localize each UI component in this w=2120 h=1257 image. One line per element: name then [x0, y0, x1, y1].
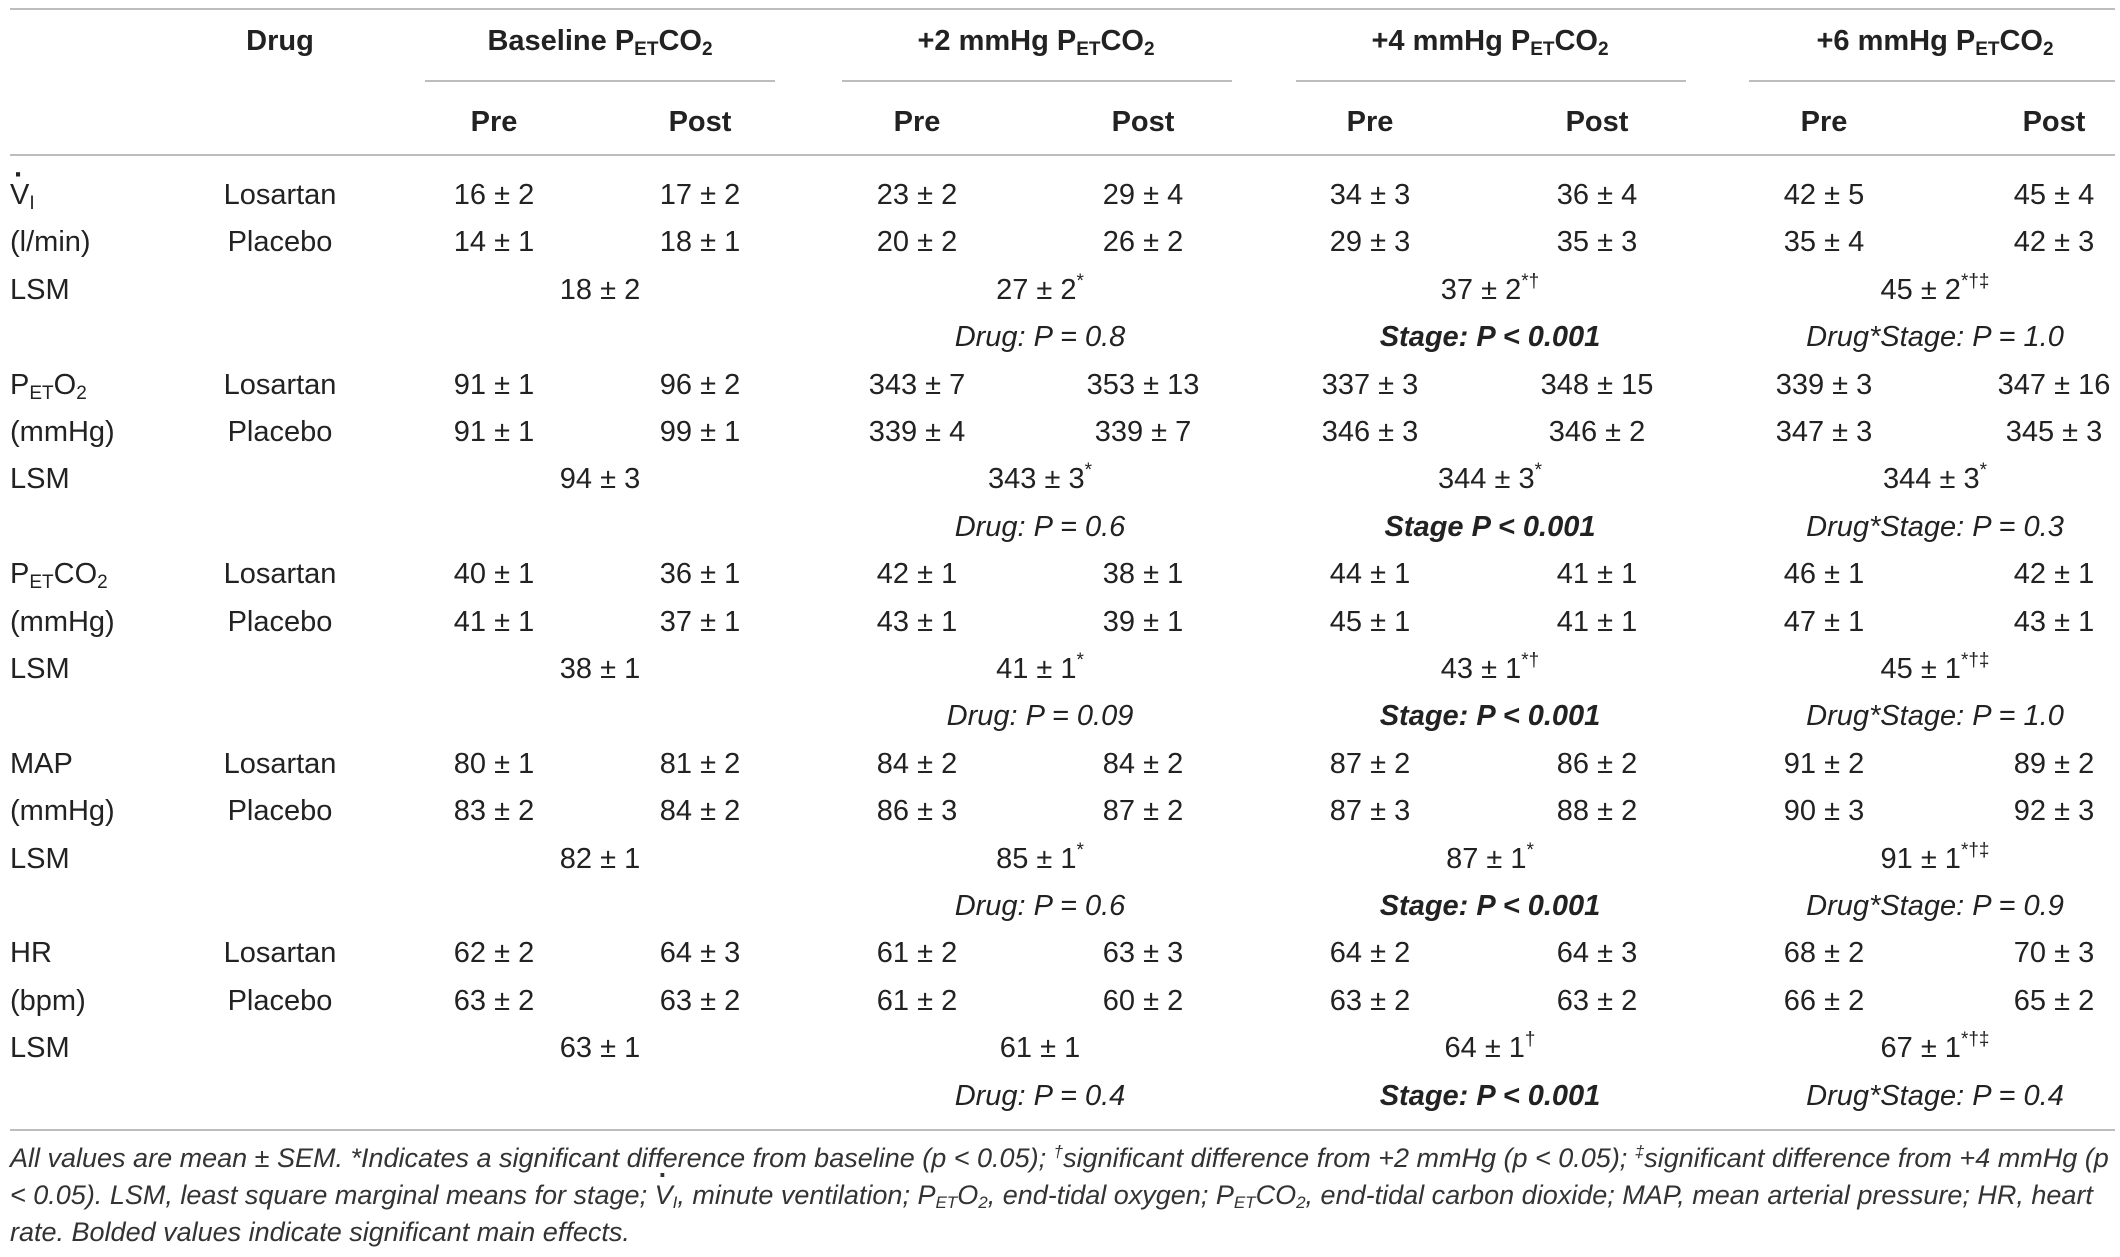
- lsm-label: LSM: [10, 1032, 70, 1064]
- variable-symbol: O: [53, 369, 77, 401]
- significance-mark: *: [1084, 460, 1092, 481]
- variable-label-vi: [10, 178, 35, 212]
- stage-underline-6: [1749, 80, 2115, 82]
- unit-label-map: (mmHg): [10, 795, 115, 827]
- value-cell: 42 ± 1: [2013, 558, 2095, 590]
- value-cell: 87 ± 2: [1102, 795, 1184, 827]
- value-cell: 339 ± 7: [1094, 416, 1192, 448]
- footnote-text: , end-tidal carbon dioxide; MAP, mean arterial pressure; HR, heart rate. Bolded values indicate significant main effects.: [10, 1180, 2093, 1247]
- value-cell: 89 ± 2: [2013, 748, 2095, 780]
- value-cell: 38 ± 1: [1102, 558, 1184, 590]
- column-header-post: Post: [2022, 106, 2086, 138]
- value-cell: 36 ± 1: [659, 558, 741, 590]
- lsm-number: 61 ± 1: [999, 1032, 1081, 1064]
- value-cell: 339 ± 4: [868, 416, 966, 448]
- lsm-value: [988, 462, 1092, 496]
- vi-symbol: · V: [655, 1177, 673, 1214]
- value-cell: 353 ± 13: [1086, 369, 1200, 401]
- stage-label: +4 mmHg P: [1371, 25, 1531, 57]
- column-header-pre: Pre: [470, 106, 518, 138]
- value-cell: 64 ± 3: [1556, 937, 1638, 969]
- value-cell: 40 ± 1: [453, 558, 535, 590]
- value-cell: 46 ± 1: [1783, 558, 1865, 590]
- drug-label: Losartan: [223, 369, 337, 401]
- column-header-stage: [1816, 24, 2053, 58]
- lsm-number: 94 ± 3: [559, 463, 641, 495]
- lsm-number: 344 ± 3: [1883, 463, 1980, 495]
- footnote-text: CO: [1255, 1180, 1297, 1210]
- variable-label-peto2: [10, 368, 87, 402]
- lsm-value: [996, 273, 1084, 307]
- variable-subscript: ET: [29, 383, 54, 404]
- column-header-pre: Pre: [1346, 106, 1394, 138]
- stage-label: CO: [1100, 25, 1144, 57]
- variable-label-petco2: [10, 557, 108, 591]
- value-cell: 29 ± 4: [1102, 179, 1184, 211]
- value-cell: 343 ± 7: [868, 369, 966, 401]
- stat-result: Drug: P = 0.6: [954, 890, 1126, 922]
- stat-result: Drug: P = 0.8: [954, 321, 1126, 353]
- value-cell: 64 ± 2: [1329, 937, 1411, 969]
- value-cell: 84 ± 2: [1102, 748, 1184, 780]
- variable-symbol: · V: [10, 178, 29, 212]
- value-cell: 84 ± 2: [876, 748, 958, 780]
- lsm-number: 38 ± 1: [559, 653, 641, 685]
- value-cell: 16 ± 2: [453, 179, 535, 211]
- value-cell: 347 ± 16: [1997, 369, 2111, 401]
- value-cell: 83 ± 2: [453, 795, 535, 827]
- unit-label-peto2: (mmHg): [10, 416, 115, 448]
- value-cell: 35 ± 3: [1556, 226, 1638, 258]
- significance-mark: *: [1526, 840, 1534, 861]
- value-cell: 18 ± 1: [659, 226, 741, 258]
- stat-result: Drug*Stage: P = 1.0: [1806, 321, 2064, 353]
- value-cell: 347 ± 3: [1775, 416, 1873, 448]
- value-cell: 65 ± 2: [2013, 985, 2095, 1017]
- lsm-number: 344 ± 3: [1438, 463, 1535, 495]
- significance-mark: *†‡: [1960, 650, 1990, 671]
- unit-label-vi: (l/min): [10, 226, 91, 258]
- footnote-text: , minute ventilation; P: [677, 1180, 936, 1210]
- stage-label: +6 mmHg P: [1816, 25, 1976, 57]
- lsm-value: [560, 652, 640, 686]
- lsm-value: [560, 842, 640, 876]
- variable-subscript: 2: [76, 383, 87, 404]
- stage-subscript: ET: [1530, 39, 1555, 60]
- column-header-pre: Pre: [893, 106, 941, 138]
- value-cell: 64 ± 3: [659, 937, 741, 969]
- value-cell: 42 ± 5: [1783, 179, 1865, 211]
- value-cell: 23 ± 2: [876, 179, 958, 211]
- value-cell: 35 ± 4: [1783, 226, 1865, 258]
- value-cell: 34 ± 3: [1329, 179, 1411, 211]
- stat-result: Stage: P < 0.001: [1379, 321, 1601, 353]
- value-cell: 39 ± 1: [1102, 606, 1184, 638]
- value-cell: 87 ± 2: [1329, 748, 1411, 780]
- lsm-number: 43 ± 1: [1440, 653, 1522, 685]
- lsm-label: LSM: [10, 653, 70, 685]
- value-cell: 63 ± 2: [453, 985, 535, 1017]
- footnote-text: O: [957, 1180, 979, 1210]
- significance-mark: *†‡: [1960, 1029, 1990, 1050]
- lsm-value: [1000, 1031, 1080, 1065]
- stat-result: Drug*Stage: P = 0.9: [1806, 890, 2064, 922]
- lsm-number: 18 ± 2: [559, 274, 641, 306]
- lsm-number: 45 ± 2: [1880, 274, 1961, 306]
- column-header-stage: [1371, 24, 1608, 58]
- significance-mark: *: [1534, 460, 1542, 481]
- vi-subscript: I: [672, 1193, 678, 1212]
- value-cell: 36 ± 4: [1556, 179, 1638, 211]
- variable-symbol: P: [10, 558, 30, 590]
- value-cell: 63 ± 2: [659, 985, 741, 1017]
- column-header-post: Post: [1565, 106, 1629, 138]
- lsm-number: 63 ± 1: [559, 1032, 641, 1064]
- lsm-number: 37 ± 2: [1440, 274, 1522, 306]
- value-cell: 91 ± 1: [453, 416, 535, 448]
- value-cell: 47 ± 1: [1783, 606, 1865, 638]
- value-cell: 45 ± 4: [2013, 179, 2095, 211]
- column-header-post: Post: [1111, 106, 1175, 138]
- value-cell: 66 ± 2: [1783, 985, 1865, 1017]
- value-cell: 63 ± 3: [1102, 937, 1184, 969]
- stage-subscript: 2: [2042, 39, 2054, 60]
- double-dagger-mark: ‡: [1634, 1142, 1645, 1161]
- column-header-pre: Pre: [1800, 106, 1848, 138]
- value-cell: 42 ± 3: [2013, 226, 2095, 258]
- lsm-value: [1883, 462, 1987, 496]
- variable-symbol: MAP: [10, 748, 73, 780]
- significance-mark: †: [1524, 1029, 1536, 1050]
- value-cell: 63 ± 2: [1329, 985, 1411, 1017]
- value-cell: 84 ± 2: [659, 795, 741, 827]
- value-cell: 337 ± 3: [1321, 369, 1419, 401]
- lsm-value: [1446, 842, 1534, 876]
- lsm-value: [1881, 273, 1990, 307]
- drug-label: Losartan: [223, 179, 337, 211]
- variable-subscript: 2: [97, 572, 108, 593]
- significance-mark: *†‡: [1960, 840, 1990, 861]
- value-cell: 61 ± 2: [876, 937, 958, 969]
- lsm-value: [1441, 273, 1539, 307]
- value-cell: 339 ± 3: [1775, 369, 1873, 401]
- lsm-value: [1438, 462, 1542, 496]
- lsm-value: [996, 652, 1084, 686]
- column-header-stage: [487, 24, 712, 58]
- lsm-number: 67 ± 1: [1880, 1032, 1961, 1064]
- drug-label: Losartan: [223, 748, 337, 780]
- two-subscript: 2: [1296, 1193, 1306, 1212]
- significance-mark: *†: [1521, 271, 1540, 292]
- lsm-value: [560, 1031, 640, 1065]
- lsm-value: [560, 462, 640, 496]
- variable-subscript: ET: [29, 572, 54, 593]
- header-rule: [10, 154, 2115, 156]
- value-cell: 41 ± 1: [1556, 606, 1638, 638]
- value-cell: 92 ± 3: [2013, 795, 2095, 827]
- value-cell: 14 ± 1: [453, 226, 535, 258]
- unit-label-petco2: (mmHg): [10, 606, 115, 638]
- value-cell: 43 ± 1: [876, 606, 958, 638]
- value-cell: 63 ± 2: [1556, 985, 1638, 1017]
- variable-symbol: P: [10, 369, 30, 401]
- value-cell: 90 ± 3: [1783, 795, 1865, 827]
- stage-underline-2: [842, 80, 1232, 82]
- variable-label-hr: [10, 936, 52, 970]
- value-cell: 96 ± 2: [659, 369, 741, 401]
- column-header-drug: Drug: [246, 25, 314, 57]
- stat-result: Drug: P = 0.4: [954, 1080, 1126, 1112]
- value-cell: 88 ± 2: [1556, 795, 1638, 827]
- value-cell: 37 ± 1: [659, 606, 741, 638]
- footnote-text: All values are mean ± SEM. *Indicates a significant difference from baseline (p < 0.05);: [10, 1143, 1054, 1173]
- lsm-value: [1881, 1031, 1990, 1065]
- column-header-stage: [917, 24, 1154, 58]
- lsm-number: 41 ± 1: [996, 653, 1077, 685]
- value-cell: 348 ± 15: [1540, 369, 1654, 401]
- drug-label: Placebo: [227, 985, 333, 1017]
- stage-label: CO: [658, 25, 702, 57]
- lsm-number: 45 ± 1: [1880, 653, 1961, 685]
- lsm-label: LSM: [10, 463, 70, 495]
- stage-underline-baseline: [425, 80, 775, 82]
- value-cell: 20 ± 2: [876, 226, 958, 258]
- lsm-number: 343 ± 3: [988, 463, 1085, 495]
- stage-subscript: 2: [701, 39, 713, 60]
- stat-result: Drug: P = 0.6: [954, 511, 1126, 543]
- lsm-value: [560, 273, 640, 307]
- value-cell: 91 ± 1: [453, 369, 535, 401]
- variable-label-map: [10, 747, 73, 781]
- value-cell: 26 ± 2: [1102, 226, 1184, 258]
- drug-label: Placebo: [227, 795, 333, 827]
- stage-subscript: ET: [634, 39, 659, 60]
- stage-label: +2 mmHg P: [917, 25, 1077, 57]
- stat-result: Drug*Stage: P = 1.0: [1806, 700, 2064, 732]
- value-cell: 87 ± 3: [1329, 795, 1411, 827]
- stat-result: Stage: P < 0.001: [1379, 890, 1601, 922]
- value-cell: 99 ± 1: [659, 416, 741, 448]
- lsm-value: [1881, 842, 1990, 876]
- value-cell: 68 ± 2: [1783, 937, 1865, 969]
- value-cell: 70 ± 3: [2013, 937, 2095, 969]
- variable-symbol: HR: [10, 937, 52, 969]
- value-cell: 41 ± 1: [453, 606, 535, 638]
- significance-mark: *: [1979, 460, 1987, 481]
- footnote-text: significant difference from +4 mmHg (p < 0.05). LSM, least square marginal means for stage;: [10, 1143, 2109, 1210]
- value-cell: 80 ± 1: [453, 748, 535, 780]
- et-subscript: ET: [935, 1193, 958, 1212]
- value-cell: 60 ± 2: [1102, 985, 1184, 1017]
- value-cell: 42 ± 1: [876, 558, 958, 590]
- lsm-number: 87 ± 1: [1446, 843, 1527, 875]
- significance-mark: *: [1076, 840, 1084, 861]
- lsm-value: [1445, 1031, 1536, 1065]
- value-cell: 43 ± 1: [2013, 606, 2095, 638]
- lsm-number: 82 ± 1: [559, 843, 641, 875]
- value-cell: 41 ± 1: [1556, 558, 1638, 590]
- variable-symbol: CO: [53, 558, 98, 590]
- table-footnote: [10, 1140, 2115, 1251]
- stat-result: Stage P < 0.001: [1384, 511, 1596, 543]
- value-cell: 29 ± 3: [1329, 226, 1411, 258]
- footnote-text: , end-tidal oxygen; P: [987, 1180, 1234, 1210]
- value-cell: 86 ± 2: [1556, 748, 1638, 780]
- lsm-value: [996, 842, 1084, 876]
- drug-label: Placebo: [227, 226, 333, 258]
- stat-result: Drug*Stage: P = 0.4: [1806, 1080, 2064, 1112]
- value-cell: 45 ± 1: [1329, 606, 1411, 638]
- drug-label: Placebo: [227, 606, 333, 638]
- lsm-label: LSM: [10, 274, 70, 306]
- dagger-mark: †: [1053, 1142, 1064, 1161]
- value-cell: 346 ± 3: [1321, 416, 1419, 448]
- stage-subscript: ET: [1076, 39, 1101, 60]
- significance-mark: *†‡: [1960, 271, 1990, 292]
- lsm-value: [1441, 652, 1539, 686]
- lsm-number: 27 ± 2: [996, 274, 1077, 306]
- drug-label: Losartan: [223, 937, 337, 969]
- significance-mark: *: [1076, 650, 1084, 671]
- lsm-number: 85 ± 1: [996, 843, 1077, 875]
- unit-label-hr: (bpm): [10, 985, 86, 1017]
- significance-mark: *: [1076, 271, 1084, 292]
- lsm-number: 64 ± 1: [1444, 1032, 1525, 1064]
- drug-label: Placebo: [227, 416, 333, 448]
- stat-result: Drug: P = 0.09: [946, 700, 1134, 732]
- variable-subscript: I: [29, 193, 35, 214]
- footnote-text: significant difference from +2 mmHg (p < 0.05);: [1063, 1143, 1635, 1173]
- lsm-value: [1881, 652, 1990, 686]
- value-cell: 86 ± 3: [876, 795, 958, 827]
- significance-mark: *†: [1521, 650, 1540, 671]
- lsm-number: 91 ± 1: [1880, 843, 1961, 875]
- two-subscript: 2: [978, 1193, 988, 1212]
- stage-subscript: 2: [1143, 39, 1155, 60]
- bottom-rule: [10, 1129, 2115, 1131]
- stage-label: CO: [1554, 25, 1598, 57]
- value-cell: 346 ± 2: [1548, 416, 1646, 448]
- value-cell: 17 ± 2: [659, 179, 741, 211]
- et-subscript: ET: [1233, 1193, 1256, 1212]
- stage-label: CO: [1999, 25, 2043, 57]
- lsm-label: LSM: [10, 843, 70, 875]
- top-rule: [10, 8, 2115, 10]
- stage-label: Baseline P: [487, 25, 635, 57]
- stage-subscript: 2: [1597, 39, 1609, 60]
- stage-underline-4: [1296, 80, 1686, 82]
- stat-result: Drug*Stage: P = 0.3: [1806, 511, 2064, 543]
- value-cell: 81 ± 2: [659, 748, 741, 780]
- value-cell: 62 ± 2: [453, 937, 535, 969]
- stage-subscript: ET: [1975, 39, 2000, 60]
- column-header-post: Post: [668, 106, 732, 138]
- value-cell: 345 ± 3: [2005, 416, 2103, 448]
- stat-result: Stage: P < 0.001: [1379, 1080, 1601, 1112]
- value-cell: 91 ± 2: [1783, 748, 1865, 780]
- drug-label: Losartan: [223, 558, 337, 590]
- stat-result: Stage: P < 0.001: [1379, 700, 1601, 732]
- value-cell: 61 ± 2: [876, 985, 958, 1017]
- value-cell: 44 ± 1: [1329, 558, 1411, 590]
